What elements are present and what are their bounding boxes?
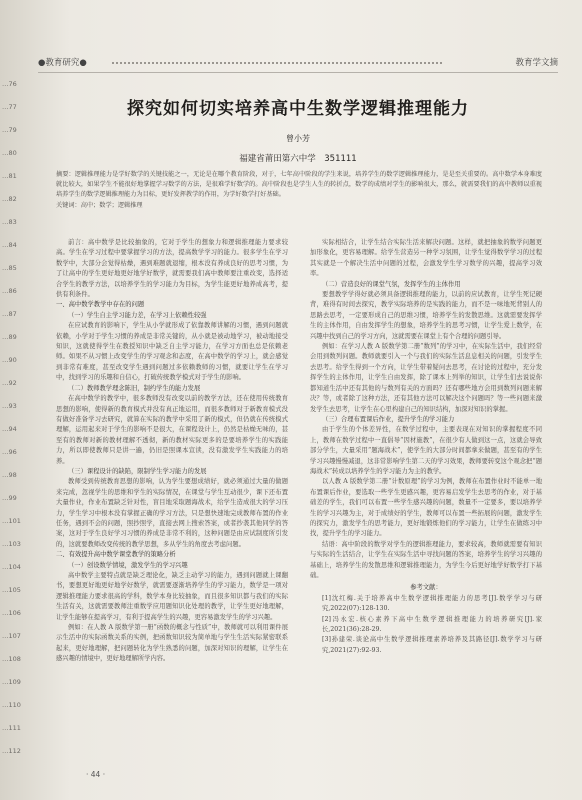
bleed-fragment: …89 <box>2 333 17 341</box>
subsection-heading: （三）合理布置课后作业，提升学生的学习能力 <box>322 415 455 423</box>
bleed-fragment: …103 <box>2 540 21 548</box>
abstract-text: 摘要：逻辑推理能力是学好数学的关键技能之一，无论是在哪个教育阶段，对于，七年高中阶段的学生来说，培养学生的数学逻辑推理能力，是是至关重要的。高中数学本身难度就比较大，如果学生不能很好地掌握学习数学的方法，是很难学好数学的。高中阶段也是学生人生的转折点，数学的成绩对学生的影响很大，那么，就需要我们的高中教师以重视培养学生的数学逻辑推理能力为目标，更好发挥教学的作用，为学好数学打好基础。 <box>56 171 542 199</box>
bleed-fragment: …82 <box>2 195 17 203</box>
reference-item: [3]孙建荣.谈论高中生数学逻辑推理素养培养及其路径[J].数学学习与研究,2021(27):92-93. <box>322 636 542 654</box>
bleed-fragment: …85 <box>2 264 17 272</box>
references-heading: 参考文献： <box>410 584 442 592</box>
paragraph: 要想教学学得好就必须具备逻辑推理的能力，以前的应试教育，让学生死记硬背，难得有时间去探究，教学实际培养的是实践的能力，而不是一味地死背别人的思路去思考，一定要形成自己的思维习惯，培养学生的发散思维。这就需要发挥学生的主体作用，自由发挥学生的想象，培养学生的思考习惯，让学生爱上数学，在兴趣中找到自己的学习方向，这就需要在课堂上有个合理的问题引导。 <box>310 291 542 340</box>
journal-name: 教育学文摘 <box>515 58 558 68</box>
reference-item: [2]冯永宏.核心素养下高中生数学逻辑推理能力的培养研究[J].家长,2021(36):28-29. <box>322 615 542 634</box>
article-title: 探究如何切实培养高中生数学逻辑推理能力 <box>127 99 469 119</box>
paragraph: 在应试教育的影响下，学生从小学就形成了依靠教师讲解的习惯，遇到问题就依赖，小学对于学生习惯的养成是非常关键的，从小就是被动地学习，被动地接受知识，这就使得学生在教授知识中缺乏自主学习能力，在学习方面也总是依赖老师。如果不从习惯上改变学生的学习观念和态度，在高中数学的学习上，就会感觉到非常有难度，甚至改变学生遇到问题过多依赖教师的习惯，就要让学生在学习中，找到学习的乐趣和自信心，打破传统教学模式对于学生的影响。 <box>56 322 288 382</box>
bleed-fragment: …83 <box>2 218 17 226</box>
keywords: 关键词：高中；数学；逻辑推理 <box>56 201 143 209</box>
paragraph: 前言：高中数学是比较抽象的，它对于学生的想象力和逻辑推理能力要求较高。学生在学习过程中要掌握学习的方法，提高数学学习的能力。很多学生在学习数学中，大部分会觉得枯燥，遇到难题就退缩，根本没有养成良好的思考习惯，为了让高中的学生更好地更好地学好数学，就需要我们高中教师要注重改变，选择适合学生的教学方法，以培养学生的学习能力为目标，为学生能更好地养成高考，提供有利条件。 <box>56 239 288 299</box>
bleed-fragment: …76 <box>2 80 17 88</box>
article-affiliation: 福建省莆田第六中学 351111 <box>239 154 357 164</box>
paragraph: 教师受到传统教育思想的影响，认为学生要想成绩好，就必须通过大量的做题来完成，忽视学生的思维和学生的实际情况，在课堂与学生互动很少，课下还布置大量作业，作业布置缺乏针对性，盲目地采取题海战术，给学生造成很大的学习压力，学生学习中根本没有掌握正确的学习方法，只是想快速地完成教师布置的作业任务，遇到不会的问题，照抄照学，直接去网上搜索答案，或者抄袭其他同学的答案，这对于学生良好学习习惯的养成是非常不利的，这种问题是由应试制度所引发的，这就要教师改变传统的教学思想，多从学生的角度去考虑问题。 <box>56 478 288 548</box>
header-dotted-rule <box>112 62 442 64</box>
bleed-fragment: …87 <box>2 310 17 318</box>
section-heading: 一、高中数学教学中存在的问题 <box>56 301 145 309</box>
bleed-fragment: …99 <box>2 494 17 502</box>
bleed-fragment: …106 <box>2 609 21 617</box>
bleed-fragment: …84 <box>2 241 17 249</box>
bleed-fragment: …105 <box>2 586 21 594</box>
paragraph: 例如：在学习人教 A 版数学第二册“数列”的学习中，在实际生活中，我们经常会用到数列问题。教师就要引入一个与我们的实际生活息息相关的问题，引发学生去思考。给学生得到一个方向，让学生带着疑问去思考，在讨论的过程中，充分发挥学生的主体作用，让学生自由发挥，除了课本上列举的知识，让学生们去说说你都知道生活中还有其他的与数列有关的方面吗？还有哪些地方会用到数列问题来解决？等，或者除了这种方法，还有其他方法可以解决这个问题吗？等一些问题来激发学生去思考，让学生在心里构建自己的知识结构，加深对知识的掌握。 <box>310 343 542 413</box>
paragraph: 实际相结合，让学生结合实际生活来解决问题。这样，就把抽象的数学问题更加形象化，更容易理解。给学生营造另一种学习氛围，让学生觉得数学学习的过程其实就是一个解决生活中问题的过程，会激发学生学习数学的兴趣，提高学习效率。 <box>310 239 542 278</box>
column-name: ●教育研究● <box>38 58 87 68</box>
bleed-fragment: …107 <box>2 632 21 640</box>
paragraph: 结语：高中阶段的数学对学生的逻辑推理能力，要求较高，教师就需要有知识与实际的生活结合，让学生在实际生活中寻找问题的答案，培养学生的学习兴趣的基础上，培养学生的发散思维和逻辑推理能力，为学生今后更好地学好数学打下基础。 <box>310 540 542 579</box>
bleed-fragment: …94 <box>2 425 17 433</box>
bleed-fragment: …92 <box>2 379 17 387</box>
paragraph: 例如：在人教 A 版数学第一册“函数的概念与性质”中，教师就可以利用课件展示生活中的实际函数关系的实例，把函数知识较为简单地与学生生活实际紧密联系起来，更好地理解，把问题转化为学生熟悉的问题，加深对知识的理解，让学生在感兴趣的情境中，更好地理解所学内容。 <box>56 624 288 663</box>
subsection-heading: （一）学生自主学习能力差，在学习上依赖性较强 <box>68 311 207 319</box>
bleed-fragment: …104 <box>2 563 21 571</box>
paragraph: 高中数学主要特点就是缺乏理论化，缺乏主动学习的能力，遇到问题就上课翻书，要想更好地更好地学好数学，就需要逐渐培养学生的学习能力，数学是一项对逻辑推理能力要求很高的学科，数学本身比较抽象，而且很多知识都与我们的实际生活有关，这就需要教师注重数学应用题知识化处理的教学，让学生更好地理解，让学生能够在提高学习，有利于提高学生的兴趣，更容易激发学生的学习兴趣。 <box>56 572 288 621</box>
bleed-fragment: …90 <box>2 356 17 364</box>
subsection-heading: （一）创设数学情境，激发学生的学习兴趣 <box>68 561 188 569</box>
subsection-heading: （二）教师教学理念陈旧，制约学生的能力发展 <box>68 384 201 392</box>
bleed-fragment: …111 <box>2 724 21 732</box>
bleed-fragment: …112 <box>2 747 21 755</box>
bleed-fragment: …98 <box>2 471 17 479</box>
bleed-fragment: …101 <box>2 517 21 525</box>
paragraph: 以人教 A 版数学第二册“计数原理”的学习为例，教师在布置作业时不能单一地布置课后作业，要选取一些学生更感兴趣，更容易启发学生去思考的作业，对于基础差的学生，我们可以布置一些学生感兴趣的问题，数量不一定要多，要以培养学生的学习兴趣为主，对于成绩好的学生，教师可以布置一些拓展的问题，激发学生的探究力，激发学生的思考能力，更好地锻炼他们的学习能力，让学生在做练习中找，提升学生的学习能力。 <box>310 478 542 538</box>
bleed-fragment: …110 <box>2 701 21 709</box>
subsection-heading: （二）营造良好的课堂气氛，发挥学生的主体作用 <box>322 280 461 288</box>
subsection-heading: （三）课程设计的缺陷，限制学生学习能力的发展 <box>68 467 207 475</box>
running-header <box>38 56 558 70</box>
bleed-fragment: …108 <box>2 655 21 663</box>
adjacent-page-bleed <box>0 80 30 800</box>
paragraph: 由于学生的个体差异性，在数学过程中，主要表现在对知识的掌握程度不同上，教师在数学过程中一直倡导“因材施教”，在很少有人做到这一点，这就会导致部分学生，大量采用“题海战术”，使学生的大部分时间都拿来做题，甚至有的学生学习兴趣慢慢减退，这非常影响学生第二天的学习效果，教师要转变这个观念把“题海战术”转成以培养学生的学习能力为主的教学。 <box>310 426 542 475</box>
right-column <box>310 238 542 656</box>
article-author: 曾小芳 <box>286 134 310 143</box>
bleed-fragment: …77 <box>2 103 17 111</box>
abstract-block <box>56 170 542 211</box>
bleed-fragment: …81 <box>2 172 17 180</box>
left-column <box>56 238 288 665</box>
paragraph: 在高中数学的教学中，很多教师没有改变以前的教学方法，还在使用传统教育思想的影响，使得新的教育模式并没有真正地运用，而很多教师对于新教育模式没有做好准备学习去研究，就算在实际的教学中采用了新的模式，但仍就在传统模式理解，运用起来对于学生的影响不是很大，在课程设计上，仍然是枯燥无味的，甚至有的教师对新的教材理解不透彻，新的教材实际更多的是要培养学生的实践能力，所以即使教师只是讲一遍，仍旧是照课本宣读，没有激发学生实践能力的培养。 <box>56 395 288 465</box>
bleed-fragment: …109 <box>2 678 21 686</box>
header-rule <box>38 72 558 73</box>
page-number: · 44 · <box>86 770 106 779</box>
bleed-fragment: …79 <box>2 126 17 134</box>
reference-item: [1]沈红梅.关于培养高中生数学逻辑推理能力的思考[J].数学学习与研究,2022(07):128-130. <box>322 594 542 613</box>
bleed-fragment: …86 <box>2 287 17 295</box>
section-heading: 二、有效提升高中数学课堂教学的策略分析 <box>56 551 176 559</box>
bleed-fragment: …96 <box>2 448 17 456</box>
bleed-fragment: …80 <box>2 149 17 157</box>
bleed-fragment: …93 <box>2 402 17 410</box>
